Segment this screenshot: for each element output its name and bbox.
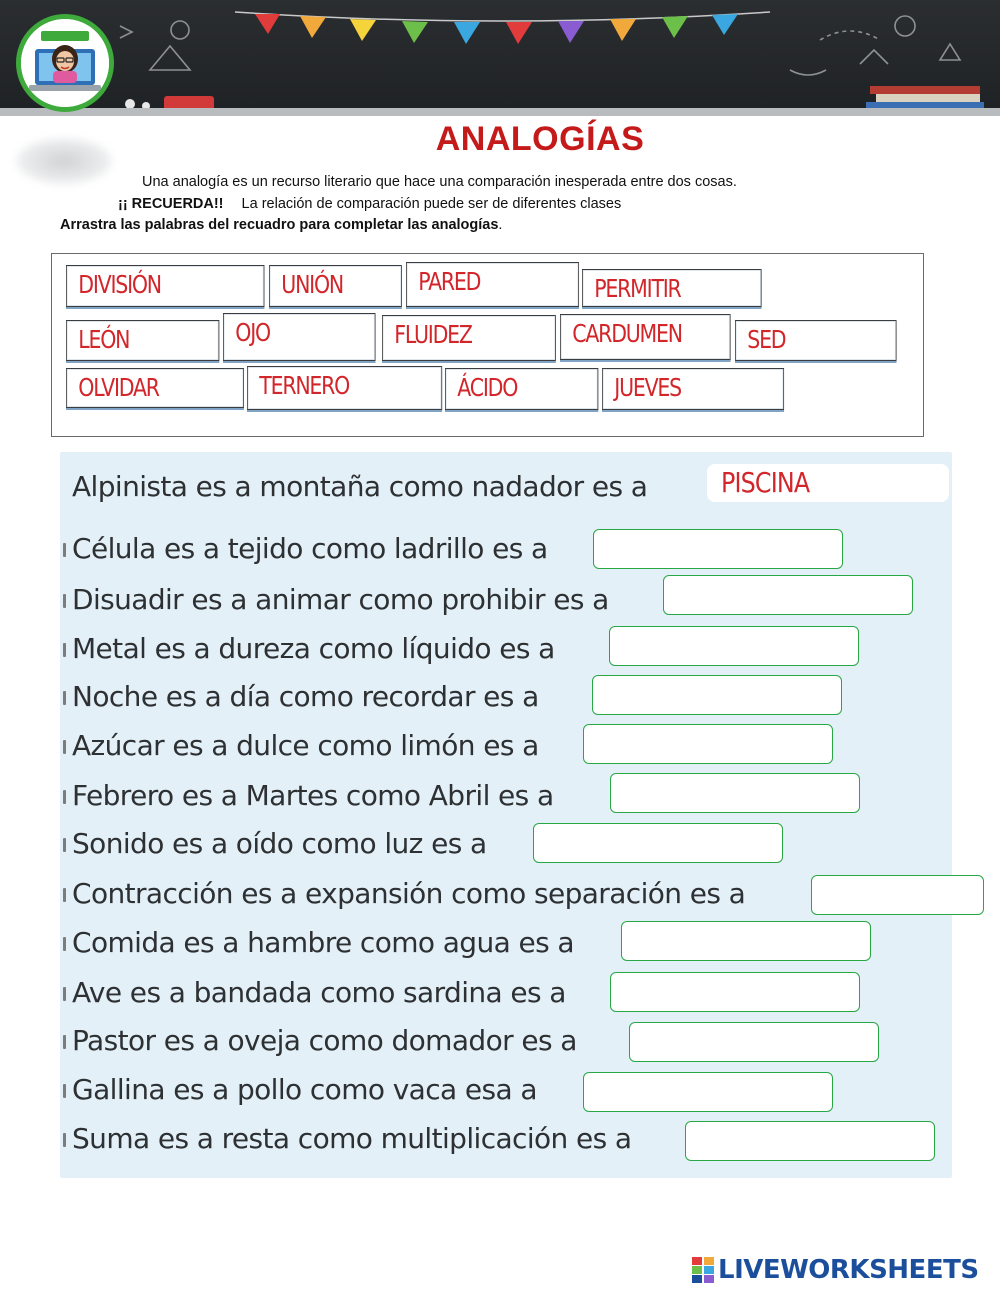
analogy-item: Metal es a dureza como líquido es a (72, 632, 555, 665)
remember-label: ¡¡ RECUERDA!! (118, 196, 224, 212)
analogy-item: Sonido es a oído como luz es a (72, 827, 487, 860)
bullet-mark (63, 838, 66, 852)
page-title: ANALOGÍAS (435, 120, 645, 158)
remember-line (118, 196, 621, 212)
bullet-mark (63, 1035, 66, 1049)
remember-text: La relación de comparación puede ser de diferentes clases (241, 196, 622, 212)
answer-slot-1[interactable] (593, 529, 843, 569)
word-chip-ojo[interactable]: OJO (223, 313, 376, 361)
answer-slot-9[interactable] (621, 921, 871, 961)
analogy-item: Suma es a resta como multiplicación es a (72, 1122, 632, 1155)
analogy-item: Comida es a hambre como agua es a (72, 926, 574, 959)
word-bank (51, 253, 924, 437)
analogy-item: Pastor es a oveja como domador es a (72, 1024, 577, 1057)
analogy-item: Ave es a bandada como sardina es a (72, 976, 566, 1009)
example-answer: PISCINA (721, 466, 810, 499)
word-chip-union[interactable]: UNIÓN (269, 265, 402, 307)
bullet-mark (63, 740, 66, 754)
analogy-item: Célula es a tejido como ladrillo es a (72, 532, 548, 565)
liveworksheets-logo-icon (692, 1257, 714, 1283)
bullet-mark (63, 543, 66, 557)
answer-slot-7[interactable] (533, 823, 783, 863)
answer-slot-5[interactable] (583, 724, 833, 764)
answer-slot-4[interactable] (592, 675, 842, 715)
bullet-mark (63, 937, 66, 951)
bullet-mark (63, 691, 66, 705)
word-chip-permitir[interactable]: PERMITIR (582, 269, 762, 307)
word-chip-cardumen[interactable]: CARDUMEN (560, 314, 731, 360)
answer-slot-10[interactable] (610, 972, 860, 1012)
analogy-item: Noche es a día como recordar es a (72, 680, 539, 713)
word-chip-fluidez[interactable]: FLUIDEZ (382, 315, 556, 361)
word-chip-division[interactable]: DIVISIÓN (66, 265, 264, 307)
answer-slot-6[interactable] (610, 773, 860, 813)
liveworksheets-brand (692, 1254, 979, 1286)
word-chip-sed[interactable]: SED (735, 320, 897, 361)
answer-slot-13[interactable] (685, 1121, 935, 1161)
analogy-item: Contracción es a expansión como separación es a (72, 877, 746, 910)
answer-slot-2[interactable] (663, 575, 913, 615)
example-answer-box (707, 464, 949, 502)
brand-text: LIVEWORKSHEETS (718, 1255, 979, 1285)
analogy-item: Gallina es a pollo como vaca esa a (72, 1073, 537, 1106)
word-chip-leon[interactable]: LEÓN (66, 320, 219, 361)
bullet-mark (63, 1084, 66, 1098)
analogy-item: Azúcar es a dulce como limón es a (72, 729, 539, 762)
banner-ledge (0, 108, 1000, 116)
intro-text: Una analogía es un recurso literario que hace una comparación inesperada entre dos cosas. (142, 174, 737, 190)
avatar-icon (21, 19, 109, 107)
word-chip-jueves[interactable]: JUEVES (602, 368, 784, 410)
word-chip-pared[interactable]: PARED (406, 262, 579, 307)
instruction-bold: Arrastra las palabras del recuadro para completar las analogías (60, 217, 499, 233)
answer-slot-11[interactable] (629, 1022, 879, 1062)
analogy-item: Febrero es a Martes como Abril es a (72, 779, 554, 812)
chalkboard-decoration (0, 0, 1000, 116)
bullet-mark (63, 643, 66, 657)
answer-slot-3[interactable] (609, 626, 859, 666)
answer-slot-8[interactable] (811, 875, 984, 915)
example-prompt: Alpinista es a montaña como nadador es a (72, 470, 648, 503)
word-chip-acido[interactable]: ÁCIDO (445, 368, 598, 410)
analogy-item: Disuadir es a animar como prohibir es a (72, 583, 609, 616)
instruction-text (60, 217, 502, 233)
word-chip-ternero[interactable]: TERNERO (247, 366, 442, 410)
bullet-mark (63, 1133, 66, 1147)
bullet-mark (63, 594, 66, 608)
bullet-mark (63, 790, 66, 804)
answer-slot-12[interactable] (583, 1072, 833, 1112)
header-banner (0, 0, 1000, 116)
teacher-avatar-logo (16, 14, 114, 112)
instruction-end: . (498, 217, 503, 233)
word-chip-olvidar[interactable]: OLVIDAR (66, 368, 244, 408)
bullet-mark (63, 888, 66, 902)
bullet-mark (63, 987, 66, 1001)
